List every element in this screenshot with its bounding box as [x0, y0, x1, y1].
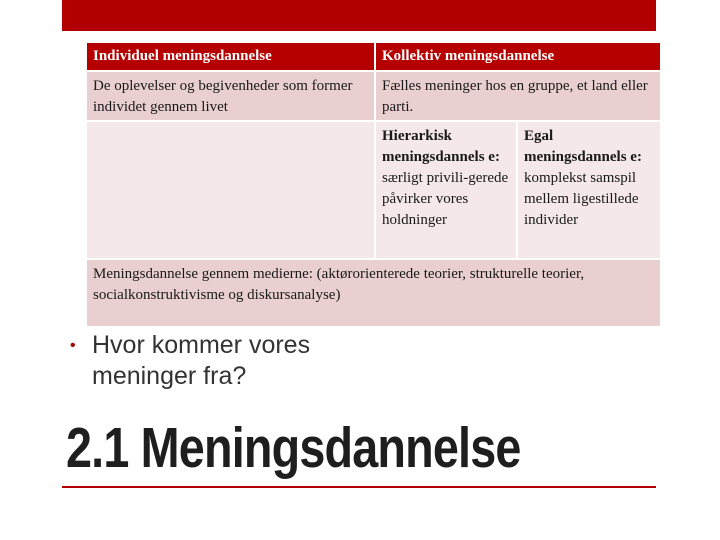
cell-individual-description: De oplevelser og begivenheder som former individet gennem livet: [87, 72, 374, 120]
top-accent-bar: [62, 0, 656, 31]
header-individual: Individuel meningsdannelse: [87, 43, 374, 70]
slide-title: 2.1 Meningsdannelse: [66, 416, 521, 480]
bullet-text: Hvor kommer vores meninger fra?: [92, 331, 311, 390]
title-underline: [62, 486, 656, 488]
cell-individual-empty: [87, 122, 374, 258]
hierarchical-text: særligt privili-gerede påvirker vores holdninger: [382, 170, 509, 228]
cell-hierarchical: [376, 122, 516, 258]
cell-egalitarian: [518, 122, 660, 258]
cell-collective-description: Fælles meninger hos en gruppe, et land eller parti.: [376, 72, 660, 120]
egalitarian-title: Egal meningsdannels e:: [524, 128, 642, 165]
cell-media-meaning: Meningsdannelse gennem medierne: (aktørorienterede teorier, strukturelle teorier, socialkonstruktivisme og diskursanalyse): [87, 260, 660, 326]
hierarchical-title: Hierarkisk meningsdannels e:: [382, 128, 500, 165]
meaning-table: [87, 43, 660, 327]
bullet-dot-icon: •: [70, 337, 76, 354]
egalitarian-text: komplekst samspil mellem ligestillede individer: [524, 170, 639, 228]
header-collective: Kollektiv meningsdannelse: [376, 43, 660, 70]
bullet-question: [70, 330, 390, 392]
